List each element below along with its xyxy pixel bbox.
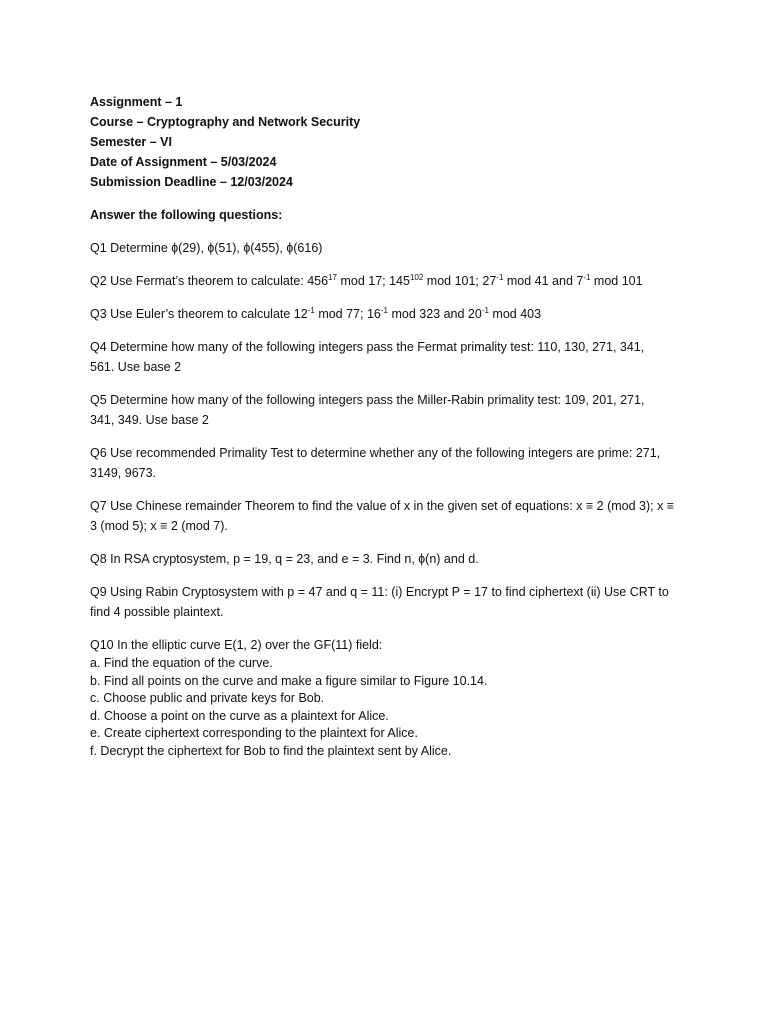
q2-text-1: Q2 Use Fermat’s theorem to calculate: 456 <box>90 274 329 288</box>
assignment-date: Date of Assignment – 5/03/2024 <box>90 155 277 169</box>
q7-line-2: 3 (mod 5); x ≡ 2 (mod 7). <box>90 519 228 533</box>
q3-exponent-1: -1 <box>307 306 315 315</box>
q3-exponent-3: -1 <box>481 306 489 315</box>
q10-item-a: a. Find the equation of the curve. <box>90 656 273 670</box>
q9-line-2: find 4 possible plaintext. <box>90 605 224 619</box>
q6-line-2: 3149, 9673. <box>90 466 157 480</box>
q10-item-f: f. Decrypt the ciphertext for Bob to find the plaintext sent by Alice. <box>90 743 452 758</box>
q3-text-4: mod 403 <box>488 307 542 321</box>
q2-text-4: mod 41 and 7 <box>503 274 584 288</box>
q10-item-d: d. Choose a point on the curve as a plaintext for Alice. <box>90 708 389 723</box>
q6-line-1: Q6 Use recommended Primality Test to determine whether any of the following integers are prime: 271, <box>90 446 661 460</box>
question-10-subitems <box>90 655 690 760</box>
course-name: Course – Cryptography and Network Security <box>90 115 361 129</box>
semester: Semester – VI <box>90 135 172 149</box>
q2-exponent-1: 17 <box>328 273 337 282</box>
submission-deadline: Submission Deadline – 12/03/2024 <box>90 175 293 189</box>
q7-line-1: Q7 Use Chinese remainder Theorem to find the value of x in the given set of equations: x ≡ 2 (mod 3); x ≡ <box>90 499 675 513</box>
question-4 <box>90 337 690 377</box>
question-3 <box>90 304 690 324</box>
question-2 <box>90 271 690 291</box>
question-10: Q10 In the elliptic curve E(1, 2) over the GF(11) field: <box>90 638 383 652</box>
question-7 <box>90 496 690 536</box>
q5-line-1: Q5 Determine how many of the following integers pass the Miller-Rabin primality test: 109, 201, 271, <box>90 393 645 407</box>
q2-exponent-4: -1 <box>583 273 591 282</box>
q10-item-e: e. Create ciphertext corresponding to the plaintext for Alice. <box>90 726 418 740</box>
question-5 <box>90 390 690 430</box>
q3-text-2: mod 77; 16 <box>314 307 381 321</box>
q3-text-3: mod 323 and 20 <box>387 307 482 321</box>
assignment-number: Assignment – 1 <box>90 95 183 109</box>
instruction-text: Answer the following questions: <box>90 208 283 222</box>
q10-item-b: b. Find all points on the curve and make a figure similar to Figure 10.14. <box>90 673 488 688</box>
q2-text-3: mod 101; 27 <box>423 274 497 288</box>
q4-line-1: Q4 Determine how many of the following integers pass the Fermat primality test: 110, 130, 271, 341, <box>90 340 645 354</box>
q2-exponent-3: -1 <box>496 273 504 282</box>
q5-line-2: 341, 349. Use base 2 <box>90 413 209 427</box>
q2-text-5: mod 101 <box>590 274 643 288</box>
question-1: Q1 Determine ɸ(29), ɸ(51), ɸ(455), ɸ(616) <box>90 241 323 255</box>
q10-item-c: c. Choose public and private keys for Bob. <box>90 691 325 705</box>
question-9 <box>90 582 690 622</box>
q9-line-1: Q9 Using Rabin Cryptosystem with p = 47 and q = 11: (i) Encrypt P = 17 to find ciphertext (ii) Use CRT to <box>90 585 669 599</box>
question-6 <box>90 443 690 483</box>
q3-exponent-2: -1 <box>380 306 388 315</box>
assignment-document <box>90 92 690 760</box>
q2-exponent-2: 102 <box>409 273 424 282</box>
assignment-header <box>90 92 690 192</box>
question-8: Q8 In RSA cryptosystem, p = 19, q = 23, and e = 3. Find n, ɸ(n) and d. <box>90 552 479 566</box>
q4-line-2: 561. Use base 2 <box>90 360 182 374</box>
q2-text-2: mod 17; 145 <box>336 274 410 288</box>
q3-text-1: Q3 Use Euler’s theorem to calculate 12 <box>90 307 308 321</box>
